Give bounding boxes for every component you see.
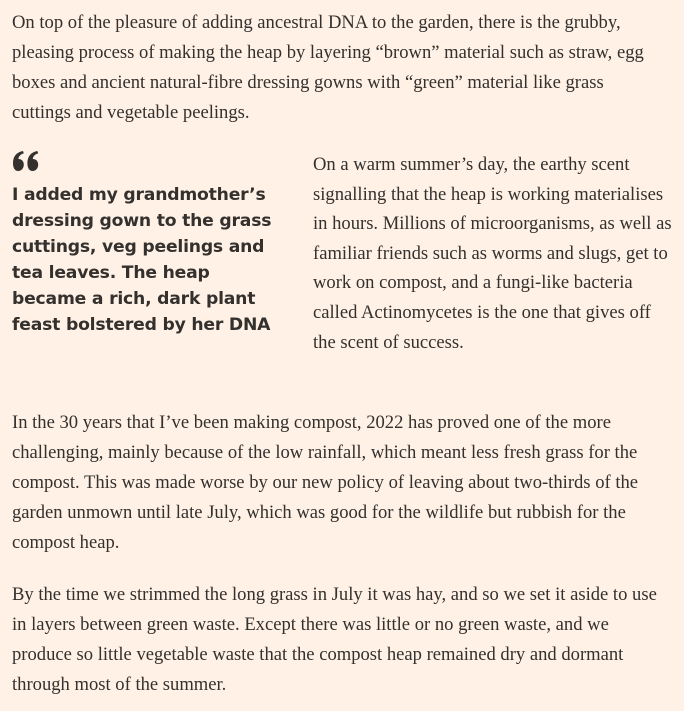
paragraph-scent: On a warm summer’s day, the earthy scent signalling that the heap is working materialises in hours. Millions of microorganisms, as well as familiar friends such as worms and slugs, get to work on compost, and a fungi-like bacteria called Actinomycetes is the one that gives off the scent of success. (313, 154, 672, 353)
quote-mark-icon (12, 150, 40, 172)
paragraph-thirty-years: In the 30 years that I’ve been making compost, 2022 has proved one of the more challenging, mainly because of the low rainfall, which meant less fresh grass for the compost. This was made worse by our new policy of leaving about two-thirds of the garden unmown until late July, which was good for the wildlife but rubbish for the compost heap. (12, 412, 639, 553)
paragraph-hay: By the time we strimmed the long grass in July it was hay, and so we set it aside to use in layers between green waste. Except there was little or no green waste, and we produce so little vegetable waste that the compost heap remained dry and dormant through most of the summer. (12, 584, 657, 695)
paragraph-intro: On top of the pleasure of adding ancestral DNA to the garden, there is the grubby, pleasing process of making the heap by layering “brown” material such as straw, egg boxes and ancient natural-fibre dressing gowns with “green” material like grass cuttings and vegetable peelings. (12, 12, 644, 123)
pull-quote (12, 150, 280, 338)
pull-quote-text: I added my grandmother’s dressing gown to the grass cuttings, veg peelings and tea leaves. The heap became a rich, dark plant feast bolstered by her DNA (12, 185, 272, 335)
